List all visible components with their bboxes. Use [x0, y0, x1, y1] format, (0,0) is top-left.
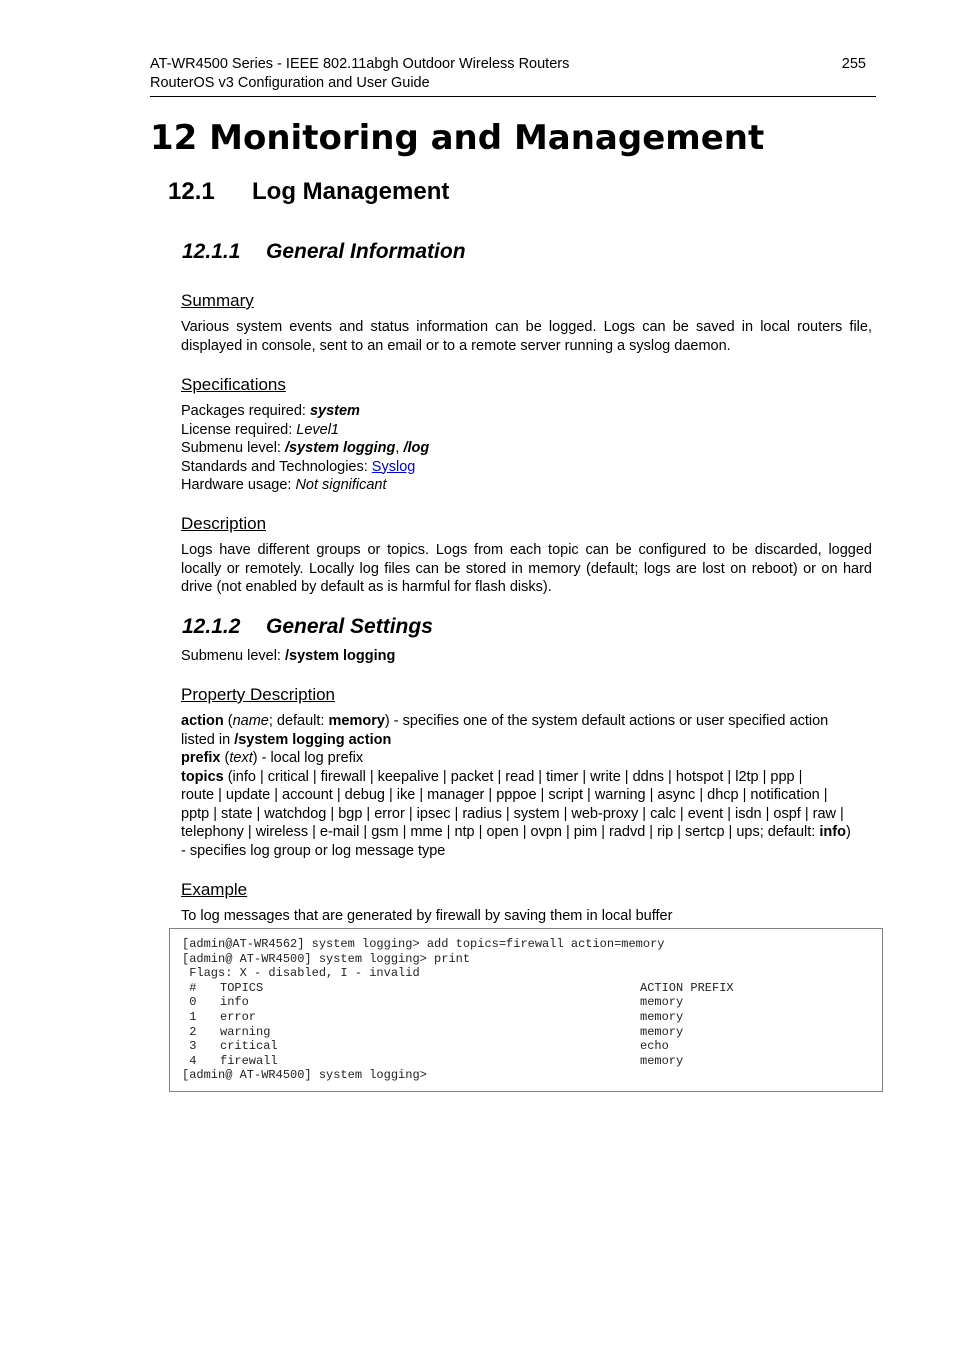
subsection-heading-general-settings	[182, 615, 433, 639]
code-table-row: 3 critical echo	[182, 1039, 669, 1054]
settings-submenu-value: /system logging	[284, 648, 396, 664]
subsection-heading-general-information	[182, 240, 466, 264]
section-number: 12.1	[168, 178, 215, 205]
summary-text: Various system events and status information can be logged. Logs can be saved in local routers file, displayed in console, sent to an email or to a remote server running a syslog daemon.	[181, 319, 872, 354]
spec-standards: Standards and Technologies: Syslog	[181, 458, 416, 475]
packages-value: system	[309, 403, 360, 419]
property-topics-line5: - specifies log group or log message type	[181, 842, 446, 859]
page-number: 255	[841, 56, 866, 72]
property-topics: topics (info | critical | firewall | keepalive | packet | read | timer | write | ddns | hotspot | l2tp | ppp |	[181, 768, 803, 785]
property-topics-line4: telephony | wireless | e-mail | gsm | mme | ntp | open | ovpn | pim | radvd | rip | sertcp | ups; default: info)	[181, 824, 851, 840]
subsection-title: General Settings	[266, 615, 433, 638]
submenu-value-system-logging: /system logging	[284, 440, 396, 456]
property-prefix: prefix (text) - local log prefix	[181, 750, 364, 766]
code-example	[169, 928, 883, 1092]
spec-license: License required: Level1	[181, 421, 339, 438]
section-title: Log Management	[252, 178, 450, 205]
specifications-heading: Specifications	[181, 375, 286, 394]
chapter-title: 12 Monitoring and Management	[150, 118, 765, 158]
header-subtitle: RouterOS v3 Configuration and User Guide	[150, 75, 430, 91]
specifications-list	[181, 402, 881, 495]
code-table-row: 4 firewall memory	[182, 1053, 684, 1068]
property-topics-line2: route | update | account | debug | ike | manager | pppoe | script | warning | async | dhcp | notification |	[181, 787, 828, 803]
running-header	[150, 55, 876, 93]
property-topics-line3: pptp | state | watchdog | bgp | error | ipsec | radius | system | web-proxy | calc | event | isdn | ospf | raw |	[181, 805, 844, 822]
code-line: [admin@ AT-WR4500] system logging>	[182, 1068, 427, 1083]
subsection-number: 12.1.1	[182, 240, 241, 263]
license-value: Level1	[296, 421, 339, 438]
property-action-cont: listed in /system logging action	[181, 731, 392, 748]
spec-packages: Packages required: system	[181, 403, 360, 419]
code-table-row: 1 error memory	[182, 1009, 684, 1024]
example-text: To log messages that are generated by firewall by saving them in local buffer	[181, 908, 673, 924]
summary-heading: Summary	[181, 291, 254, 310]
code-line: [admin@ AT-WR4500] system logging> print	[182, 951, 471, 966]
description-text: Logs have different groups or topics. Logs from each topic can be configured to be discarded, logged locally or remotely. Locally log files can be stored in memory (default; logs are lost on reboot) or on hard drive (not enabled by default as is harmful for flash disks).	[181, 542, 872, 596]
description-heading: Description	[181, 514, 267, 533]
example-heading: Example	[181, 880, 248, 899]
property-description-list	[181, 712, 881, 860]
code-table-row: 2 warning memory	[182, 1024, 684, 1039]
section-heading	[168, 178, 449, 206]
syslog-link[interactable]: Syslog	[371, 458, 416, 475]
submenu-value-log: /log	[403, 440, 430, 456]
code-table-row: 0 info memory	[182, 995, 684, 1010]
subsection-title: General Information	[266, 240, 466, 263]
code-table-header: # TOPICS ACTION PREFIX	[182, 980, 734, 995]
code-line: [admin@AT-WR4562] system logging> add topics=firewall action=memory	[182, 937, 665, 951]
property-action: action (name; default: memory) - specifies one of the system default actions or user specified action	[181, 713, 829, 729]
code-line: Flags: X - disabled, I - invalid	[182, 966, 420, 981]
spec-submenu: Submenu level: /system logging, /log	[181, 440, 430, 456]
subsection-number: 12.1.2	[182, 615, 241, 638]
spec-hardware: Hardware usage: Not significant	[181, 477, 387, 493]
header-rule	[150, 96, 876, 97]
console-output	[170, 929, 882, 1083]
hardware-value: Not significant	[295, 477, 387, 493]
property-description-heading: Property Description	[181, 685, 336, 704]
header-title: AT-WR4500 Series - IEEE 802.11abgh Outdoor Wireless Routers	[150, 56, 570, 72]
settings-submenu: Submenu level: /system logging	[181, 648, 396, 664]
